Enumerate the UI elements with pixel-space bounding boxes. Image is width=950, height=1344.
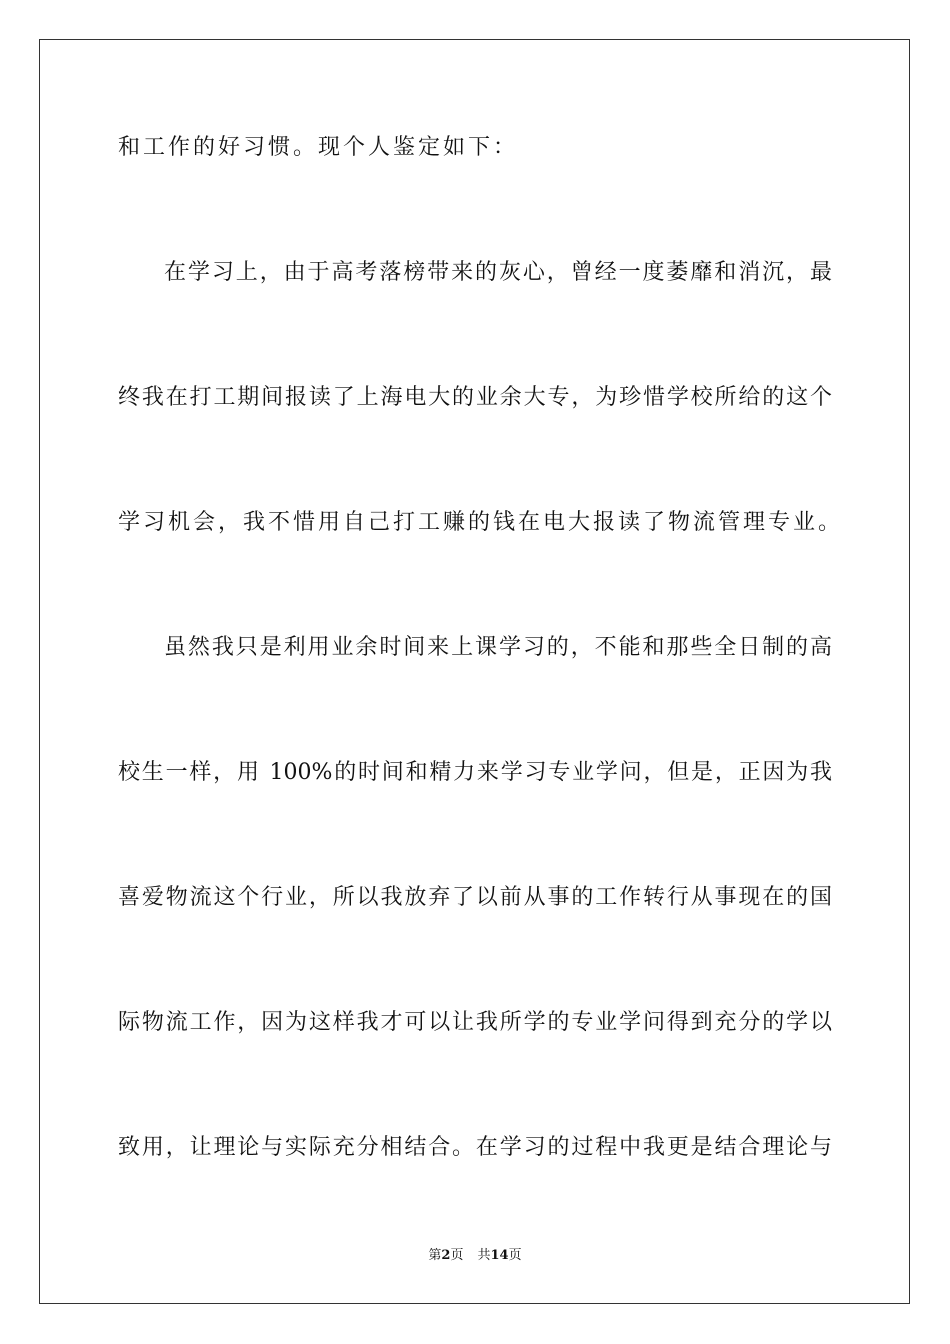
body-line-4: 学习机会，我不惜用自己打工赚的钱在电大报读了物流管理专业。 [118, 510, 844, 535]
footer-total-number: 14 [490, 1248, 509, 1263]
page-border [39, 39, 910, 1304]
page-footer [0, 1247, 950, 1265]
footer-page-prefix: 第 [428, 1248, 442, 1263]
body-line-7: 喜爱物流这个行业，所以我放弃了以前从事的工作转行从事现在的国 [118, 885, 832, 910]
footer-page-number: 2 [441, 1248, 451, 1263]
body-line-1: 和工作的好习惯。现个人鉴定如下： [118, 135, 519, 160]
body-line-2: 在学习上，由于高考落榜带来的灰心，曾经一度萎靡和消沉，最 [164, 260, 832, 285]
footer-total-suffix: 页 [508, 1248, 522, 1263]
body-line-3: 终我在打工期间报读了上海电大的业余大专，为珍惜学校所给的这个 [118, 385, 832, 410]
body-line-6: 校生一样，用 100%的时间和精力来学习专业学问，但是，正因为我 [118, 760, 832, 785]
body-line-8: 际物流工作，因为这样我才可以让我所学的专业学问得到充分的学以 [118, 1010, 832, 1035]
footer-page-suffix: 页 [450, 1248, 464, 1263]
body-line-9: 致用，让理论与实际充分相结合。在学习的过程中我更是结合理论与 [118, 1135, 832, 1160]
footer-total-prefix: 共 [477, 1248, 491, 1263]
body-line-5: 虽然我只是利用业余时间来上课学习的，不能和那些全日制的高 [164, 635, 832, 660]
